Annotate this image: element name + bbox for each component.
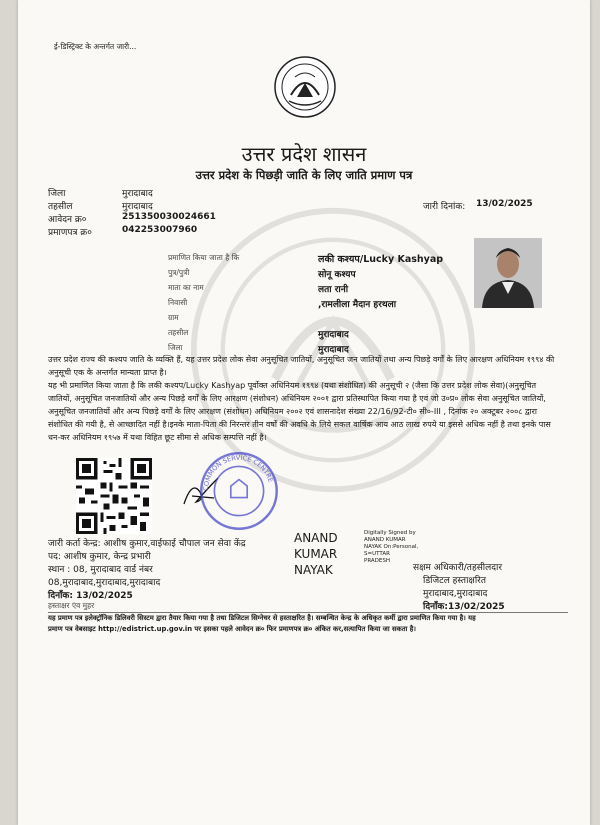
issuer-center: जारी कर्ता केन्द्र: आशीष कुमार,वाईफाई चौपाल जन सेवा केंद्र (48, 539, 246, 549)
digital-sign-detail-3: NAYAK On:Personal, (364, 544, 419, 550)
resident-value: ,रामलीला मैदान हरथला (318, 300, 397, 310)
certificate-page (18, 0, 590, 825)
parent-value: सोनू कश्यप (318, 270, 356, 280)
certificate-label: प्रमाणपत्र क्र० (48, 228, 92, 238)
detail-tehsil-label: तहसील (168, 328, 189, 337)
csc-seal-icon (198, 450, 280, 532)
mother-label: माता का नाम (168, 283, 204, 292)
mother-value: लता रानी (318, 285, 349, 295)
qr-code-icon (76, 458, 152, 534)
footer-line-1: यह प्रमाण पत्र इलेक्ट्रॉनिक डिलिवरी सिस्टम द्वारा तैयार किया गया है तथा डिजिटल सिग्नेचर से हस्ताक्षरित है। सम्बन्धित केन्द्र के अधिकृत कर्मी द्वारा प्रमाणित किया गया है। यह (48, 614, 476, 622)
issuer-date: दिनाँक: 13/02/2025 (48, 591, 133, 601)
svg-text:COMMON SERVICE CENTRE: COMMON SERVICE CENTRE (201, 453, 275, 492)
authority-place: मुरादाबाद,मुरादाबाद (423, 589, 488, 599)
issuer-post: पद: आशीष कुमार, केन्द्र प्रभारी (48, 552, 151, 562)
detail-tehsil-value: मुरादाबाद (318, 330, 349, 340)
up-emblem-icon (273, 55, 337, 119)
detail-district-value: मुरादाबाद (318, 345, 349, 355)
resident-label: निवासी (168, 298, 188, 307)
digital-sign-name-1: ANAND (294, 531, 338, 545)
tehsil-label: तहसील (48, 202, 73, 212)
parent-label: पुत्र/पुत्री (168, 268, 190, 277)
issuer-place: स्थान : 08, मुरादाबाद वार्ड नंबर (48, 565, 153, 575)
applicant-name: लकी कश्यप/Lucky Kashyap (318, 254, 444, 265)
district-label: जिला (48, 189, 66, 199)
detail-district-label: जिला (168, 343, 183, 352)
issue-date-label: जारी दिनांक: (423, 202, 466, 212)
digital-sign-name-2: KUMAR (294, 547, 338, 561)
certificate-number: 042253007960 (122, 225, 198, 235)
issue-date-value: 13/02/2025 (476, 199, 533, 209)
digital-sign-name-3: NAYAK (294, 563, 333, 577)
signature-seal-label: हस्ताक्षर एंव मुहर (48, 601, 95, 610)
authority-title: सक्षम अधिकारी/तहसीलदार (413, 563, 503, 573)
caste-paragraph: उत्तर प्रदेश राज्य की कश्यप जाति के व्यक्ति हैं, यह उत्तर प्रदेश लोक सेवा अनुसूचित जातियों, अनुसूचित जन जातियों तथा अन्य पिछड़े वर्गों के लिए आरक्षण अधिनियम १९९४ की अनुसूची एक के अन्तर्गत मान्यता प्राप्त है। (48, 355, 555, 377)
application-label: आवेदन क्र० (48, 215, 87, 225)
digital-sign-detail-2: ANAND KUMAR (364, 537, 406, 543)
district-value: मुरादाबाद (122, 189, 153, 199)
village-label: ग्राम (168, 313, 179, 322)
top-note: ई-डिस्ट्रिक्ट के अन्तर्गत जारी... (54, 42, 137, 51)
applicant-photo (474, 238, 542, 308)
digital-sign-detail-1: Digitally Signed by (364, 530, 416, 536)
footer-note (48, 613, 568, 635)
digital-sign-detail-5: PRADESH (364, 558, 391, 564)
tehsil-value: मुरादाबाद (122, 202, 153, 212)
page-subtitle: उत्तर प्रदेश के पिछड़ी जाति के लिए जाति प्रमाण पत्र (195, 168, 413, 182)
issuer-address: 08,मुरादाबाद,मुरादाबाद,मुरादाबाद (48, 578, 161, 588)
application-number: 251350030024661 (122, 212, 216, 222)
certification-paragraph: यह भी प्रमाणित किया जाता है कि लकी कश्यप/Lucky Kashyap पूर्वोक्त अधिनियम १९९४ (यथा संशोधित) की अनुसूची २ (जैसा कि उत्तर प्रदेश लोक सेवा)(अनुसूचित जातियों, अनुसूचित जनजातियों और अन्य पिछड़े वर्गों के लिए आरक्षण (संशोधन) अधिनियम २००१ द्वारा प्रतिस्थापित किया गया है एवं जो उ०प्र० लोक सेवा अनुसूचित जातियों, अनुसूचित जनजातियों और अन्य पिछड़े वर्गों के लिए आरक्षण (संशोधन) अधिनियम २००२ एवं शासनादेश संख्या 22/16/92-टी० सी०-III , दिनांक २० अक्टूबर २००८ द्वारा संशोधित की गयी है, से आच्छादित नहीं है।इनके माता-पिता की निरन्तर तीन वर्षों की अवधि के लिये सकल वार्षिक आय आठ लाख रुपये या इससे अधिक नहीं है तथा इनके पास धन-कर अधिनियम १९५७ में यथा विहित छूट सीमा से अधिक सम्पत्ति नहीं है। (48, 381, 551, 442)
person-photo-icon (474, 238, 542, 308)
authority-digital: डिजिटल हस्ताक्षरित (423, 576, 486, 586)
digital-sign-detail-4: S=UTTAR (364, 551, 390, 557)
authority-date: दिनाँक:13/02/2025 (423, 602, 505, 612)
footer-line-2: प्रमाण पत्र वेबसाइट http://edistrict.up.gov.in पर इसका पहले आवेदन क्र० फिर प्रमाणपत्र क्र० अंकित कर,सत्यापित किया जा सकता है। (48, 625, 416, 633)
page-title: उत्तर प्रदेश शासन (241, 142, 367, 166)
certify-label: प्रमाणित किया जाता है कि (168, 253, 240, 262)
